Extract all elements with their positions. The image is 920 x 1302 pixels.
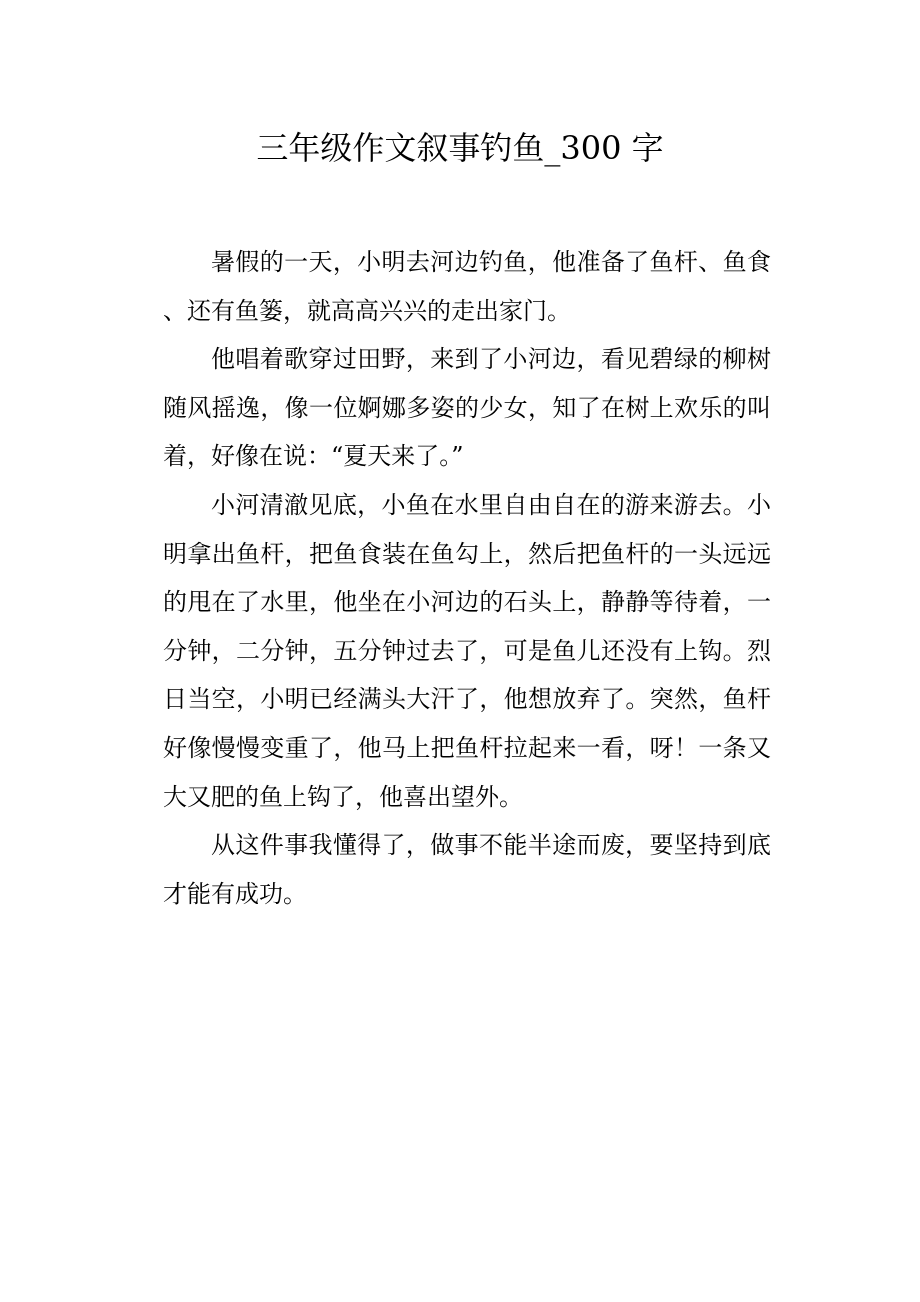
paragraph-1: 暑假的一天，小明去河边钓鱼，他准备了鱼杆、鱼食、还有鱼篓，就高高兴兴的走出家门。 [163,248,771,325]
paragraph-4: 从这件事我懂得了，做事不能半途而废，要坚持到底才能有成功。 [163,831,771,908]
document-body [163,238,771,918]
document-title: 三年级作文叙事钓鱼_300 字 [256,129,664,167]
paragraph-3: 小河清澈见底，小鱼在水里自由自在的游来游去。小明拿出鱼杆，把鱼食装在鱼勾上，然后把鱼杆的一头远远的甩在了水里，他坐在小河边的石头上，静静等待着，一分钟，二分钟，五分钟过去了，可是鱼儿还没有上钩。烈日当空，小明已经满头大汗了，他想放弃了。突然，鱼杆好像慢慢变重了，他马上把鱼杆拉起来一看，呀！一条又大又肥的鱼上钩了，他喜出望外。 [163,490,771,811]
paragraph-2: 他唱着歌穿过田野，来到了小河边，看见碧绿的柳树随风摇逸，像一位婀娜多姿的少女，知了在树上欢乐的叫着，好像在说：“夏天来了。” [163,345,771,471]
